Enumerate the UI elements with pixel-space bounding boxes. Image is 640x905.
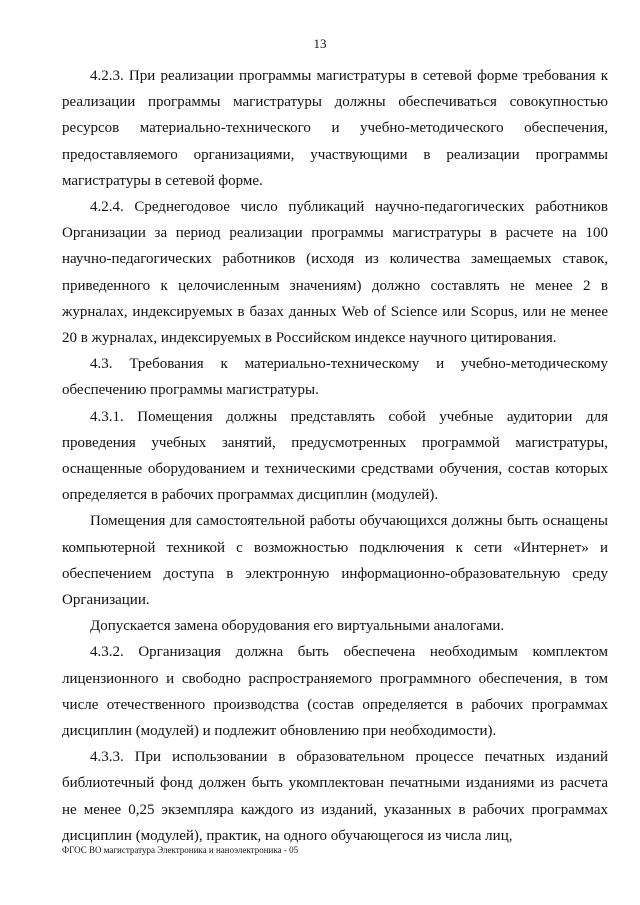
paragraph-virtual-analogs: Допускается замена оборудования его виртуальными аналогами. (90, 618, 505, 635)
paragraph-4-2-4: 4.2.4. Среднегодовое число публикаций научно-педагогических работников Организации за период реализации программы магистратуры в расчете на 100 научно-педагогических работников (исходя из количества замещаемых ставок, приведенного к целочисленным значениям) должно составлять не менее 2 в журналах, индексируемых в базах данных Web of Science или Scopus, или не менее 20 в журналах, индексируемых в Российском индексе научного цитирования. (62, 199, 608, 347)
paragraph-4-3-2: 4.3.2. Организация должна быть обеспечена необходимым комплектом лицензионного и свободно распространяемого программного обеспечения, в том числе отечественного производства (состав определяется в рабочих программах дисциплин (модулей) и подлежит обновлению при необходимости). (62, 644, 608, 740)
paragraph-4-2-3: 4.2.3. При реализации программы магистратуры в сетевой форме требования к реализации программы магистратуры должны обеспечиваться совокупностью ресурсов материально-технического и учебно-методического обеспечения, предоставляемого организациями, участвующими в реализации программы магистратуры в сетевой форме. (62, 68, 608, 189)
page-number: 13 (313, 36, 327, 51)
paragraph-self-study-rooms: Помещения для самостоятельной работы обучающихся должны быть оснащены компьютерной техникой с возможностью подключения к сети «Интернет» и обеспечением доступа в электронную информационно-образовательную среду Организации. (62, 513, 608, 609)
paragraph-4-3: 4.3. Требования к материально-техническому и учебно-методическому обеспечению программы магистратуры. (62, 356, 608, 399)
footer-note: ФГОС ВО магистратура Электроника и наноэлектроника - 05 (62, 845, 299, 855)
paragraph-4-3-1: 4.3.1. Помещения должны представлять собой учебные аудитории для проведения учебных занятий, предусмотренных программой магистратуры, оснащенные оборудованием и техническими средствами обучения, состав которых определяется в рабочих программах дисциплин (модулей). (62, 408, 608, 504)
paragraph-4-3-3: 4.3.3. При использовании в образовательном процессе печатных изданий библиотечный фонд должен быть укомплектован печатными изданиями из расчета не менее 0,25 экземпляра каждого из изданий, указанных в рабочих программах дисциплин (модулей), практик, на одного обучающегося из числа лиц, (62, 749, 608, 844)
document-body (62, 63, 608, 849)
